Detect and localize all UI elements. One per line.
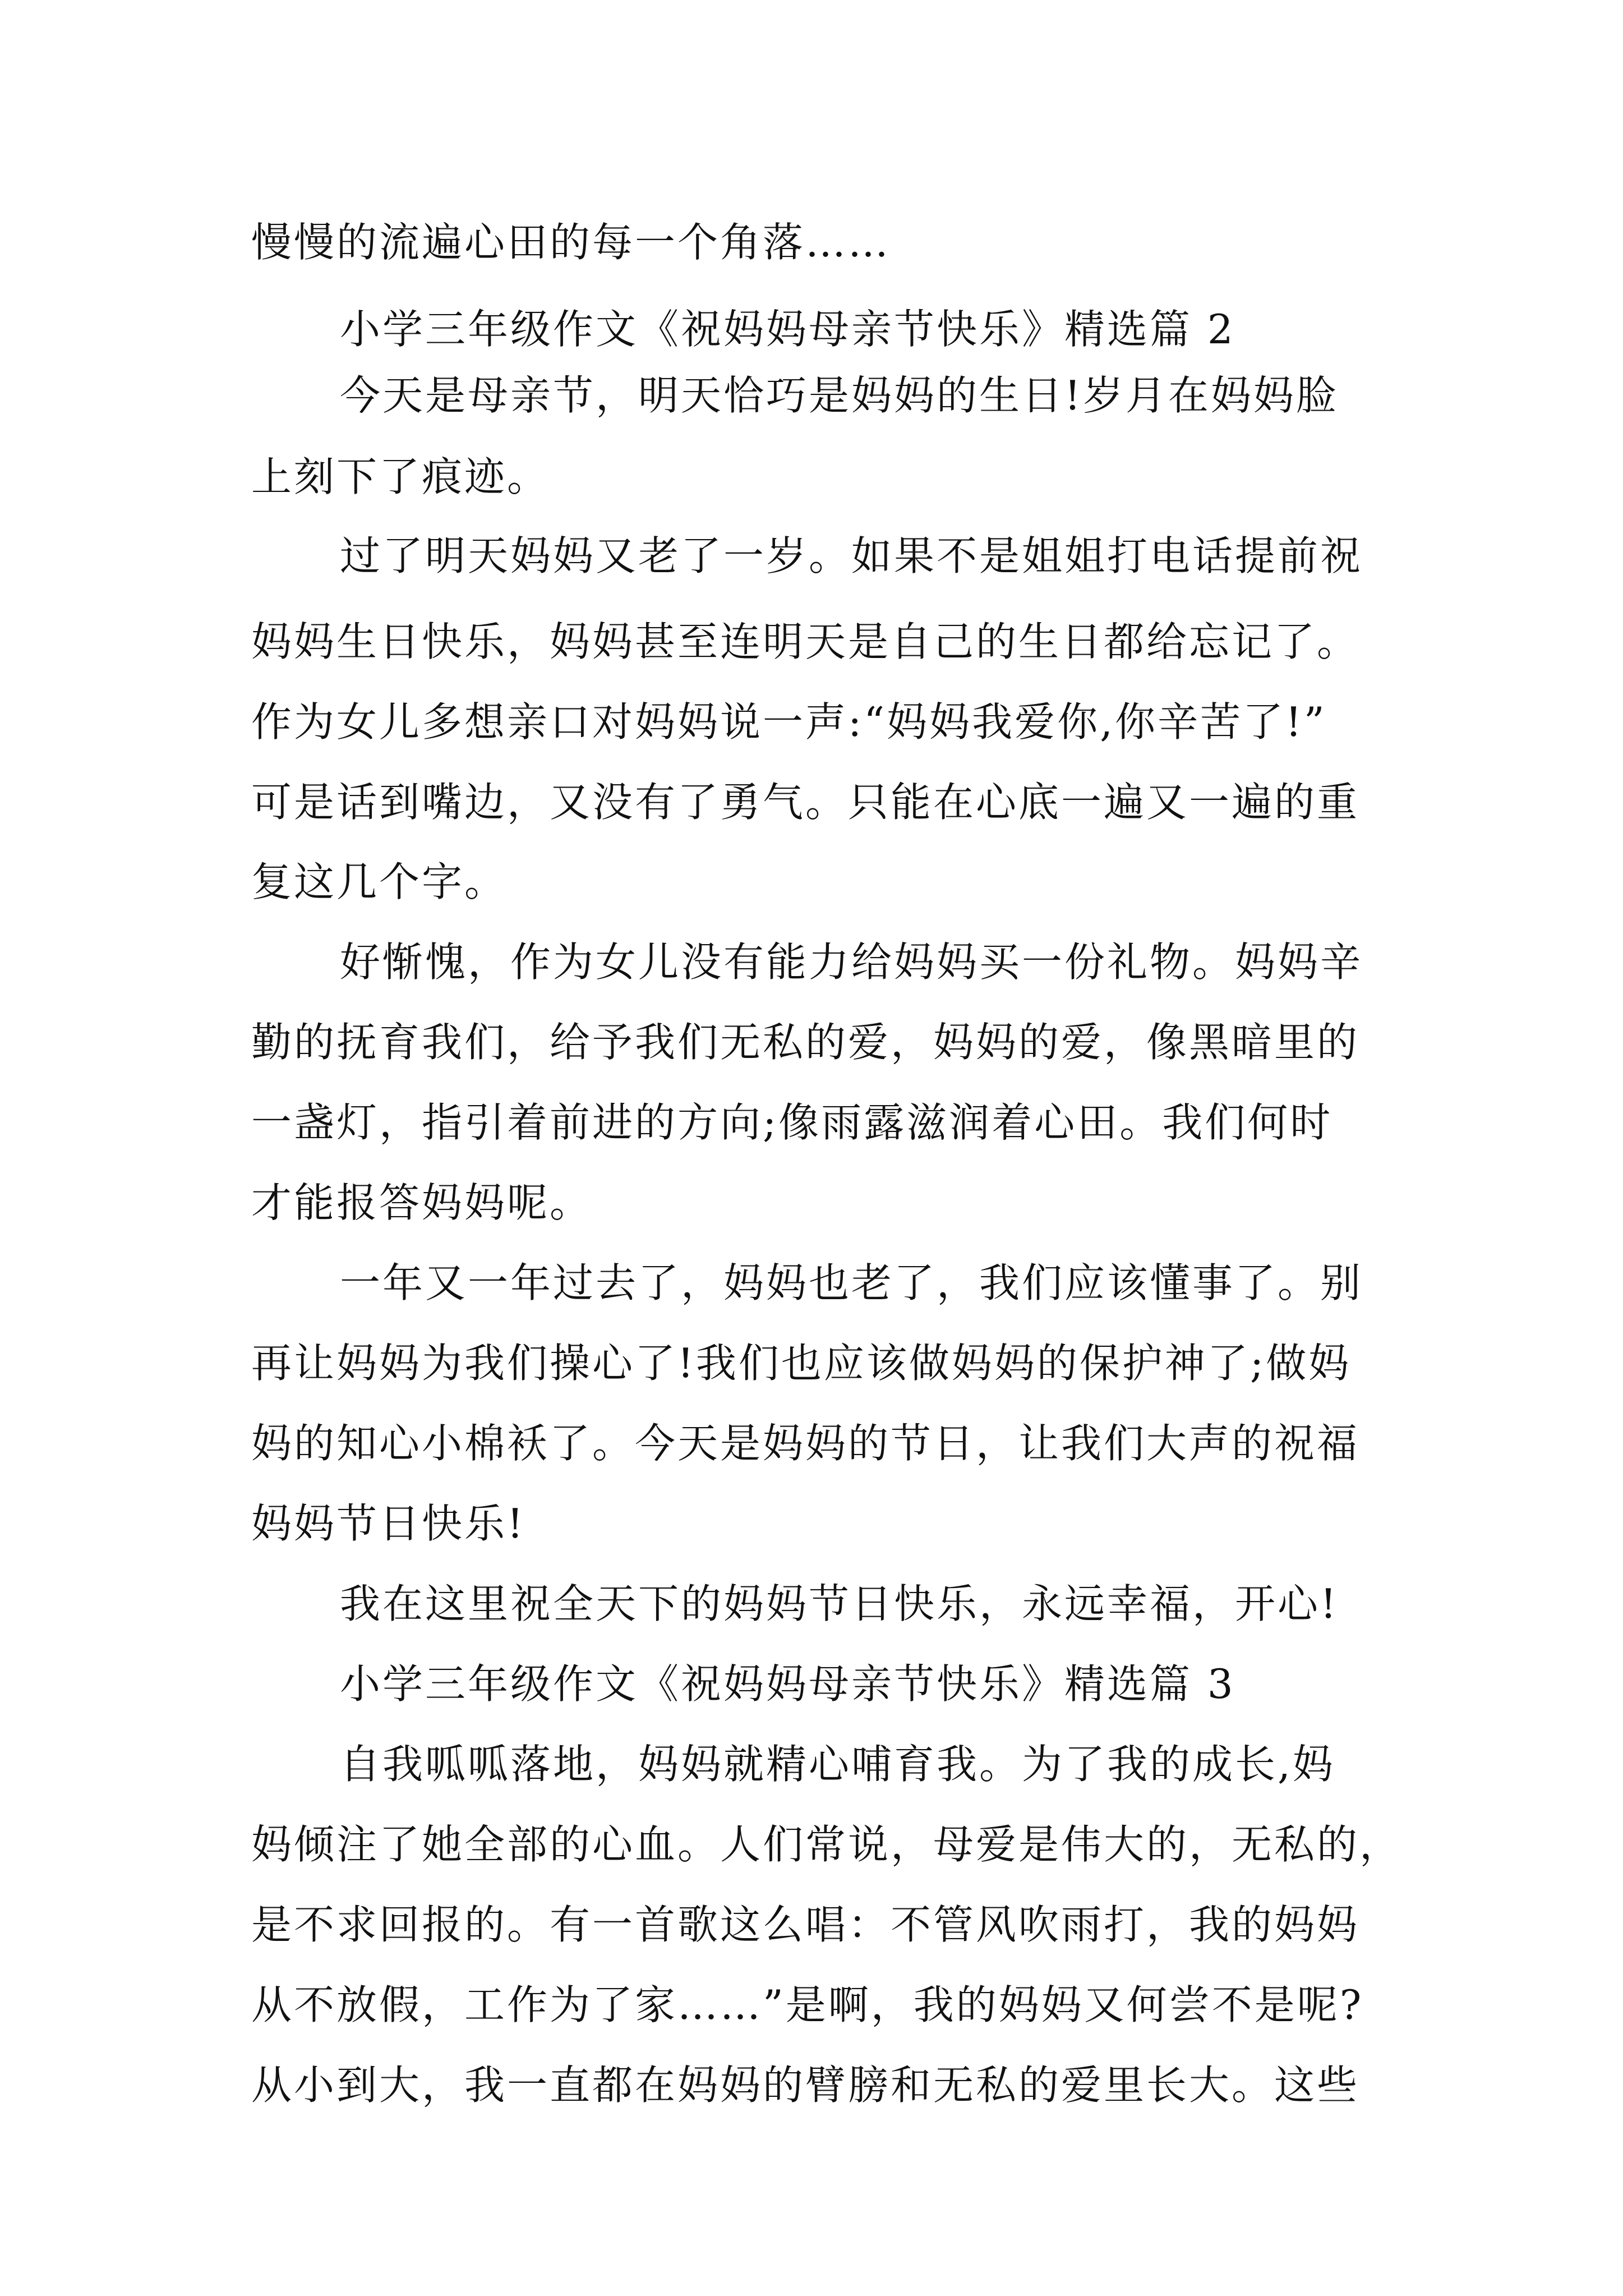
text-line: 复这几个字。 xyxy=(251,858,508,905)
text-line: 好惭愧，作为女儿没有能力给妈妈买一份礼物。妈妈辛 xyxy=(340,938,1363,986)
text-line: 是不求回报的。有一首歌这么唱：不管风吹雨打，我的妈妈 xyxy=(251,1901,1360,1948)
text-line: 从不放假，工作为了家……”是啊，我的妈妈又何尝不是呢? xyxy=(251,1981,1364,2028)
text-line: 今天是母亲节，明天恰巧是妈妈的生日!岁月在妈妈脸 xyxy=(340,372,1339,419)
text-line: 妈妈生日快乐，妈妈甚至连明天是自己的生日都给忘记了。 xyxy=(251,618,1360,665)
text-line: 再让妈妈为我们操心了!我们也应该做妈妈的保护神了;做妈 xyxy=(251,1340,1352,1387)
text-line: 作为女儿多想亲口对妈妈说一声:“妈妈我爱你,你辛苦了!” xyxy=(251,698,1327,746)
text-line: 妈倾注了她全部的心血。人们常说，母爱是伟大的，无私的， xyxy=(251,1821,1403,1868)
text-line: 可是话到嘴边，又没有了勇气。只能在心底一遍又一遍的重 xyxy=(251,779,1360,826)
text-line: 一盏灯，指引着前进的方向;像雨露滋润着心田。我们何时 xyxy=(251,1099,1333,1146)
essay-heading-2: 小学三年级作文《祝妈妈母亲节快乐》精选篇 2 xyxy=(340,306,1235,353)
essay-heading-3: 小学三年级作文《祝妈妈母亲节快乐》精选篇 3 xyxy=(340,1660,1235,1708)
text-line: 妈妈节日快乐! xyxy=(251,1500,525,1547)
text-line: 才能报答妈妈呢。 xyxy=(251,1179,593,1226)
text-line: 上刻下了痕迹。 xyxy=(251,453,550,500)
text-line: 我在这里祝全天下的妈妈节日快乐，永远幸福，开心! xyxy=(340,1580,1339,1627)
text-line: 妈的知心小棉袄了。今天是妈妈的节日，让我们大声的祝福 xyxy=(251,1420,1360,1467)
text-line: 勤的抚育我们，给予我们无私的爱，妈妈的爱，像黑暗里的 xyxy=(251,1019,1360,1066)
text-line: 慢慢的流遍心田的每一个角落…… xyxy=(251,219,891,266)
text-line: 过了明天妈妈又老了一岁。如果不是姐姐打电话提前祝 xyxy=(340,532,1363,579)
text-line: 一年又一年过去了，妈妈也老了，我们应该懂事了。别 xyxy=(340,1259,1363,1306)
text-line: 自我呱呱落地，妈妈就精心哺育我。为了我的成长,妈 xyxy=(340,1741,1335,1788)
text-line: 从小到大，我一直都在妈妈的臂膀和无私的爱里长大。这些 xyxy=(251,2062,1360,2109)
